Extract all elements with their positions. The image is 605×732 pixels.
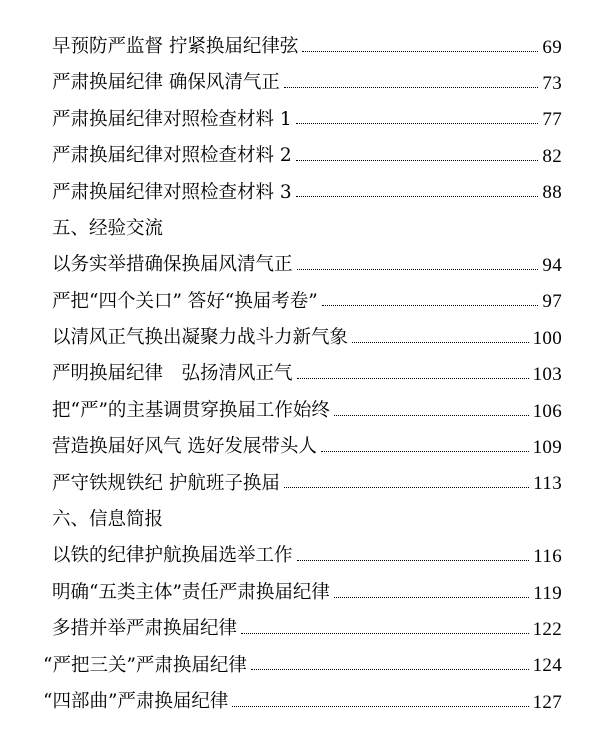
toc-entry-page: 116 [533,546,562,568]
toc-entry-title: 多措并举严肃换届纪律 [52,618,238,640]
toc-entry-title: 以铁的纪律护航换届选举工作 [52,545,293,567]
toc-entry-page: 103 [532,364,562,386]
dot-leader [321,451,529,452]
dot-leader [297,269,539,270]
dot-leader [352,342,529,343]
toc-entry[interactable] [52,284,562,320]
toc-entry[interactable] [43,648,562,684]
toc-entry-title: 把“严”的主基调贯穿换届工作始终 [52,399,330,421]
toc-entry[interactable] [52,29,562,65]
toc-entry-page: 69 [542,36,562,58]
dot-leader [232,706,528,707]
toc-entry[interactable] [52,102,562,138]
toc-entry[interactable] [52,65,562,101]
toc-entry-page: 82 [542,145,562,167]
toc-entry-title: 严肃换届纪律对照检查材料 3 [52,181,292,203]
toc-entry[interactable] [43,684,562,720]
dot-leader [296,123,539,124]
toc-entry[interactable] [52,175,562,211]
toc-entry-page: 113 [533,473,562,495]
section-title: 五、经验交流 [52,217,164,239]
toc-section-heading [52,211,562,247]
toc-entry-title: “四部曲”严肃换届纪律 [43,690,229,712]
toc-entry-title: 严明换届纪律 弘扬清风正气 [52,363,293,385]
toc-entry-title: 营造换届好风气 选好发展带头人 [52,436,317,458]
section-title: 六、信息简报 [52,509,164,531]
toc-entry[interactable] [52,320,562,356]
toc-entry-title: 严肃换届纪律对照检查材料 2 [52,145,292,167]
toc-entry[interactable] [52,538,562,574]
toc-entry-page: 106 [532,400,562,422]
toc-entry-page: 100 [532,327,562,349]
dot-leader [251,669,529,670]
toc-entry-page: 73 [542,73,562,95]
toc-entry-page: 127 [532,691,562,713]
toc-entry-title: 严把“四个关口” 答好“换届考卷” [52,290,318,312]
dot-leader [284,487,529,488]
toc-entry-page: 97 [542,291,562,313]
toc-entry-title: 早预防严监督 拧紧换届纪律弦 [52,35,299,57]
toc-entry-title: 以务实举措确保换届风清气正 [52,254,293,276]
toc-entry-title: 以清风正气换出凝聚力战斗力新气象 [52,327,349,349]
toc-entry[interactable] [52,575,562,611]
toc-entry-title: “严把三关”严肃换届纪律 [43,654,247,676]
toc-entry-page: 94 [542,255,562,277]
toc-entry-page: 124 [532,655,562,677]
dot-leader [334,415,529,416]
toc-entry-page: 119 [533,582,562,604]
toc-entry[interactable] [52,393,562,429]
toc-section-heading [52,502,562,538]
dot-leader [296,160,539,161]
toc-entry-page: 109 [532,436,562,458]
toc-entry-page: 122 [532,618,562,640]
dot-leader [302,51,538,52]
toc-entry[interactable] [52,429,562,465]
toc-entry[interactable] [52,138,562,174]
dot-leader [297,378,529,379]
toc-entry-title: 严肃换届纪律对照检查材料 1 [52,108,292,130]
toc-entry-title: 严守铁规铁纪 护航班子换届 [52,472,280,494]
toc-entry[interactable] [52,357,562,393]
dot-leader [241,633,529,634]
dot-leader [297,560,530,561]
toc-entry-page: 88 [542,182,562,204]
toc-entry[interactable] [52,247,562,283]
toc-entry-title: 明确“五类主体”责任严肃换届纪律 [52,581,330,603]
toc-entry[interactable] [52,611,562,647]
toc-entry-page: 77 [542,109,562,131]
table-of-contents [43,29,562,720]
toc-entry[interactable] [52,466,562,502]
dot-leader [296,196,539,197]
dot-leader [334,597,529,598]
dot-leader [284,87,539,88]
dot-leader [322,305,539,306]
toc-entry-title: 严肃换届纪律 确保风清气正 [52,72,280,94]
